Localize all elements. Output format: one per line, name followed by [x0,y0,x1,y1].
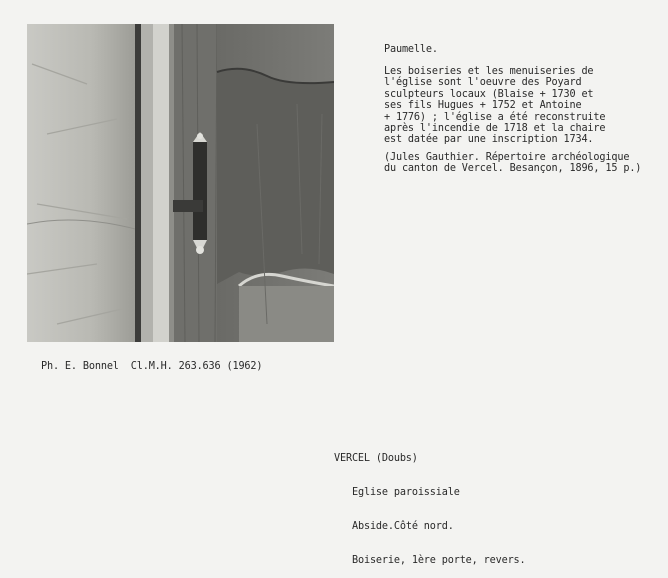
location-object: Boiserie, 1ère porte, revers. [352,555,526,567]
location-building: Eglise paroissiale [352,487,460,499]
location-town: VERCEL (Doubs) [334,452,418,464]
caption-source: (Jules Gauthier. Répertoire archéologique du canton de Vercel. Besançon, 1896, 15 p.) [384,152,642,175]
caption-title: Paumelle. [384,44,438,55]
photograph-hinge [27,24,334,342]
location-part: Abside.Côté nord. [352,521,454,533]
photo-credit: Ph. E. Bonnel Cl.M.H. 263.636 (1962) [41,361,263,372]
caption-description: Les boiseries et les menuiseries de l'église sont l'oeuvre des Poyard sculpteurs locaux (Blaise + 1730 et ses fils Hugues + 1752 et Antoine + 1776) ; l'église a été reconstruite après l'incendie de 1718 et la chaire est datée par une inscription 1734. [384,66,606,146]
location-block [334,430,526,578]
